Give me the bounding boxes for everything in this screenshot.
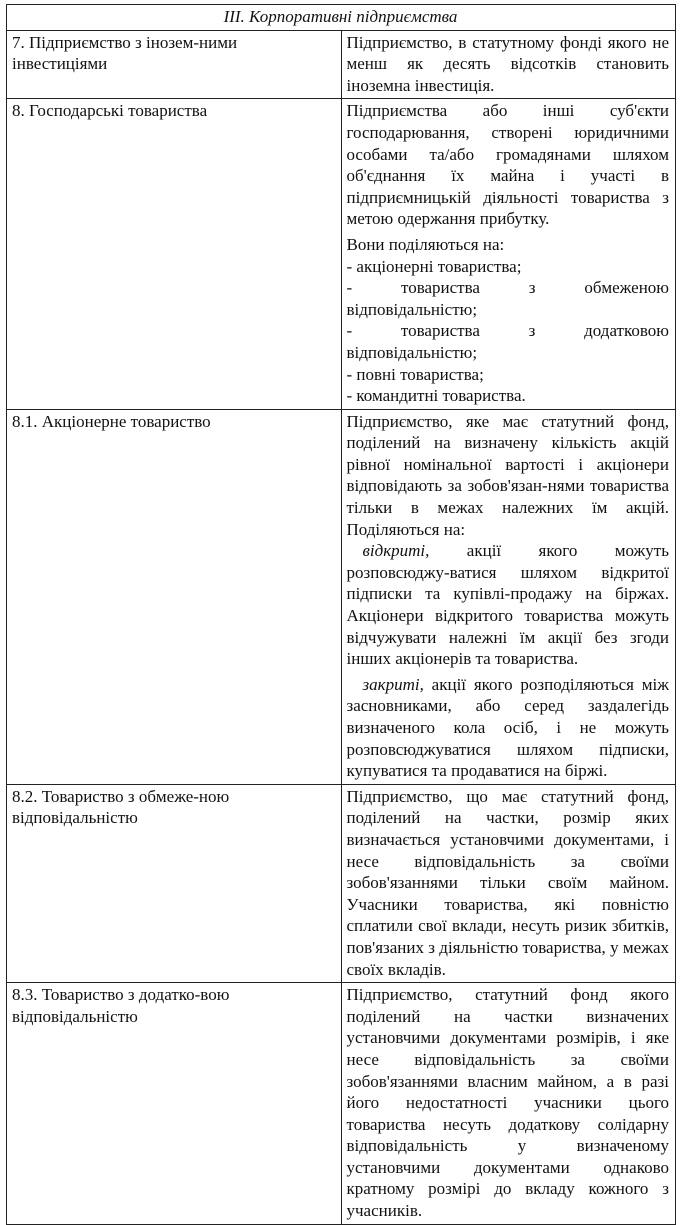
term-cell: 8. Господарські товариства (7, 99, 342, 409)
company-types-list (347, 256, 670, 407)
definition-cell (341, 99, 676, 409)
closed-company-paragraph (347, 674, 670, 782)
definition-text: Підприємства або інші суб'єкти господарювання, створені юридичними особами та/або громадянами шляхом об'єднання їх майна і участі в підприємницькій діяльності товариства з метою одержання прибутку. (346, 101, 669, 229)
definition-text: Підприємство, яке має статутний фонд, поділений на визначену кількість акцій рівної номінальної вартості і акціонери відповідають за зобов'язан-нями товариства тільки в межах належних їм акцій. Поділяються на: (346, 411, 669, 539)
list-intro: Вони поділяються на: (346, 234, 505, 254)
term-cell: 7. Підприємство з інозем-ними інвестиціями (7, 30, 342, 99)
table-row (7, 409, 676, 784)
term-cell: 8.1. Акціонерне товариство (7, 409, 342, 784)
open-company-paragraph (347, 540, 670, 670)
closed-company-text: акції якого розподіляються між засновниками, або серед заздалегідь визначеного кола осіб, і не можуть розповсюджуватися шляхом підписки, купуватися та продаватися на біржі. (346, 674, 669, 781)
definition-cell: Підприємство, в статутному фонді якого не менш як десять відсотків становить іноземна інвестиція. (341, 30, 676, 99)
section-title: III. Корпоративні підприємства (7, 5, 676, 31)
term-cell: 8.3. Товариство з додатко-вою відповідальністю (7, 983, 342, 1225)
open-company-term: відкриті, (362, 541, 430, 561)
list-item: - акціонерні товариства; (346, 256, 522, 276)
term-cell: 8.2. Товариство з обмеже-ною відповідальністю (7, 784, 342, 982)
list-item: - товариства з обмеженою відповідальністю; (346, 278, 669, 319)
table-row (7, 99, 676, 409)
table-row (7, 30, 676, 99)
definition-cell (341, 409, 676, 784)
list-item: - товариства з додатковою відповідальністю; (346, 321, 669, 362)
enterprise-types-table (6, 4, 676, 1225)
definition-cell: Підприємство, що має статутний фонд, поділений на частки, розмір яких визначається установчими документами, і несе відповідальність за своїми зобов'язаннями тільки своїм майном. Учасники товариства, які повністю сплатили свої вклади, несуть ризик збитків, пов'язаних з діяльністю товариства, у межах своїх вкладів. (341, 784, 676, 982)
list-item: - повні товариства; (346, 364, 484, 384)
definition-cell: Підприємство, статутний фонд якого поділений на частки визначених установчими документами розмірів, і яке несе відповідальність за своїми зобов'язаннями власним майном, а в разі його недостатності учасники цього товариства несуть додаткову солідарну відповідальність у визначеному установчими документами однаково кратному розмірі до вкладу кожного з учасників. (341, 983, 676, 1225)
open-company-text: акції якого можуть розповсюджу-ватися шляхом відкритої підписки та купівлі-продажу на біржах. Акціонери відкритого товариства можуть відчужувати належні їм акції без згоди інших акціонерів та товариства. (346, 541, 669, 669)
closed-company-term: закриті, (362, 674, 424, 694)
table-row (7, 784, 676, 982)
section-header-row (7, 5, 676, 31)
list-item: - командитні товариства. (346, 386, 526, 406)
table-row (7, 983, 676, 1225)
